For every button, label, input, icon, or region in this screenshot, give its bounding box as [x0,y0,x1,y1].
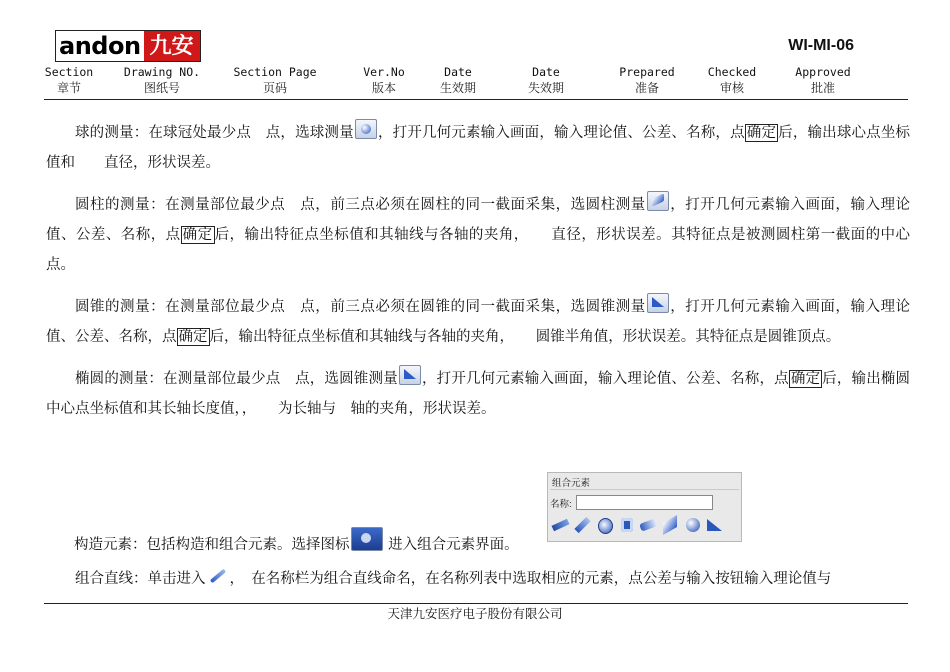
panel-title: 组合元素 [552,478,591,489]
cylinder-measure-icon [647,191,669,211]
hdr-en: Drawing NO. [123,65,201,79]
combine-cone-icon[interactable] [705,516,724,534]
panel-icon-row [551,516,724,534]
text: 球的测量：在球冠处最少点 点，选球测量 [75,125,354,141]
document-body [46,118,910,436]
text: ，打开几何元素输入画面，输入理论值、公差、名称，点 [421,371,789,387]
hdr-en: Approved [795,65,851,79]
text: ，打开几何元素输入画面，输入理论值、公差、名称，点 [377,125,745,141]
hdr-col-checked [700,64,764,96]
sphere-measure-icon [355,119,377,139]
logo-text-right: 九安 [144,31,200,61]
text: ， 在名称栏为组合直线命名，在名称列表中选取相应的元素，点公差与输入按钮输入理论值与 [229,571,832,587]
combine-line-icon [207,565,229,585]
hdr-col-drawing [122,64,202,96]
confirm-boxed-text: 确定 [790,371,821,387]
hdr-en: Section [44,65,94,79]
hdr-zh: 准备 [634,81,659,95]
para-sphere [46,118,910,178]
hdr-en: Date [444,65,472,79]
hdr-zh: 图纸号 [143,81,180,95]
hdr-zh: 页码 [262,81,287,95]
combine-sphere-icon[interactable] [683,516,702,534]
text: 构造元素：包括构造和组合元素。选择图标 [74,537,350,553]
text: ，打开几何元素输入画面，输入理论值、公差、名称，点 [46,299,910,345]
hdr-en: Section Page [233,65,317,79]
confirm-boxed-text: 确定 [746,125,777,141]
hdr-col-section [44,64,94,96]
hdr-zh: 审核 [719,81,744,95]
para-combine-line [46,565,910,592]
hdr-col-prepared [612,64,682,96]
hdr-en: Prepared [619,65,675,79]
hdr-en: Ver.No [363,65,405,79]
text: 圆柱的测量：在测量部位最少点 点，前三点必须在圆柱的同一截面采集，选圆柱测量 [75,197,646,213]
hdr-en: Date [532,65,560,79]
text: 椭圆的测量：在测量部位最少点 点，选圆锥测量 [75,371,398,387]
hdr-en: Checked [707,65,757,79]
panel-name-label: 名称: [550,498,572,510]
cone-measure-icon [399,365,421,385]
combine-circle-icon[interactable] [595,516,614,534]
combine-cylinder-icon[interactable] [661,516,680,534]
hdr-zh: 章节 [56,81,81,95]
footer-company: 天津九安医疗电子股份有限公司 [387,606,563,621]
hdr-zh: 批准 [810,81,835,95]
para-construct [74,527,519,558]
text: 后，输出球心点坐标值和 直径，形状误差。 [46,125,911,171]
construct-element-icon [351,527,383,551]
hdr-zh: 生效期 [439,81,476,95]
combine-element-panel [547,472,742,542]
para-cone [46,292,910,352]
text: 圆锥的测量：在测量部位最少点 点，前三点必须在圆锥的同一截面采集，选圆锥测量 [75,299,646,315]
text: 后，输出椭圆中心点坐标值和其长轴长度值，， 为长轴与 轴的夹角，形状误差。 [46,371,911,417]
logo-text-left: andon [56,31,144,61]
hdr-col-expiry [516,64,576,96]
para-cylinder [46,190,910,280]
panel-name-row [550,495,713,510]
text: 后，输出特征点坐标值和其轴线与各轴的夹角， 直径，形状误差。其特征点是被测圆柱第一截面的中心点。 [46,227,911,273]
hdr-col-page [230,64,320,96]
doc-code: WI-MI-06 [788,37,854,54]
confirm-boxed-text: 确定 [178,329,208,345]
cone-measure-icon [647,293,669,313]
para-ellipse [46,364,910,424]
hdr-zh: 失效期 [527,81,564,95]
combine-ellipse-icon[interactable] [639,516,658,534]
panel-divider [550,489,739,490]
hdr-col-approved [788,64,858,96]
hdr-col-effective [429,64,487,96]
company-logo [55,30,201,62]
combine-plane-icon[interactable] [573,516,592,534]
header-rule [44,99,908,100]
text: ，打开几何元素输入画面，输入理论值、公差、名称，点 [46,197,910,243]
text: 组合直线：单击进入 [75,571,206,587]
hdr-col-version [354,64,414,96]
confirm-boxed-text: 确定 [182,227,213,243]
combine-slot-icon[interactable] [617,516,636,534]
text: 后，输出特征点坐标值和其轴线与各轴的夹角， 圆锥半角值，形状误差。其特征点是圆锥顶点。 [209,329,841,345]
hdr-zh: 版本 [371,81,396,95]
combine-line-icon[interactable] [551,516,570,534]
text: 进入组合元素界面。 [388,537,519,553]
panel-name-input[interactable] [576,495,713,510]
